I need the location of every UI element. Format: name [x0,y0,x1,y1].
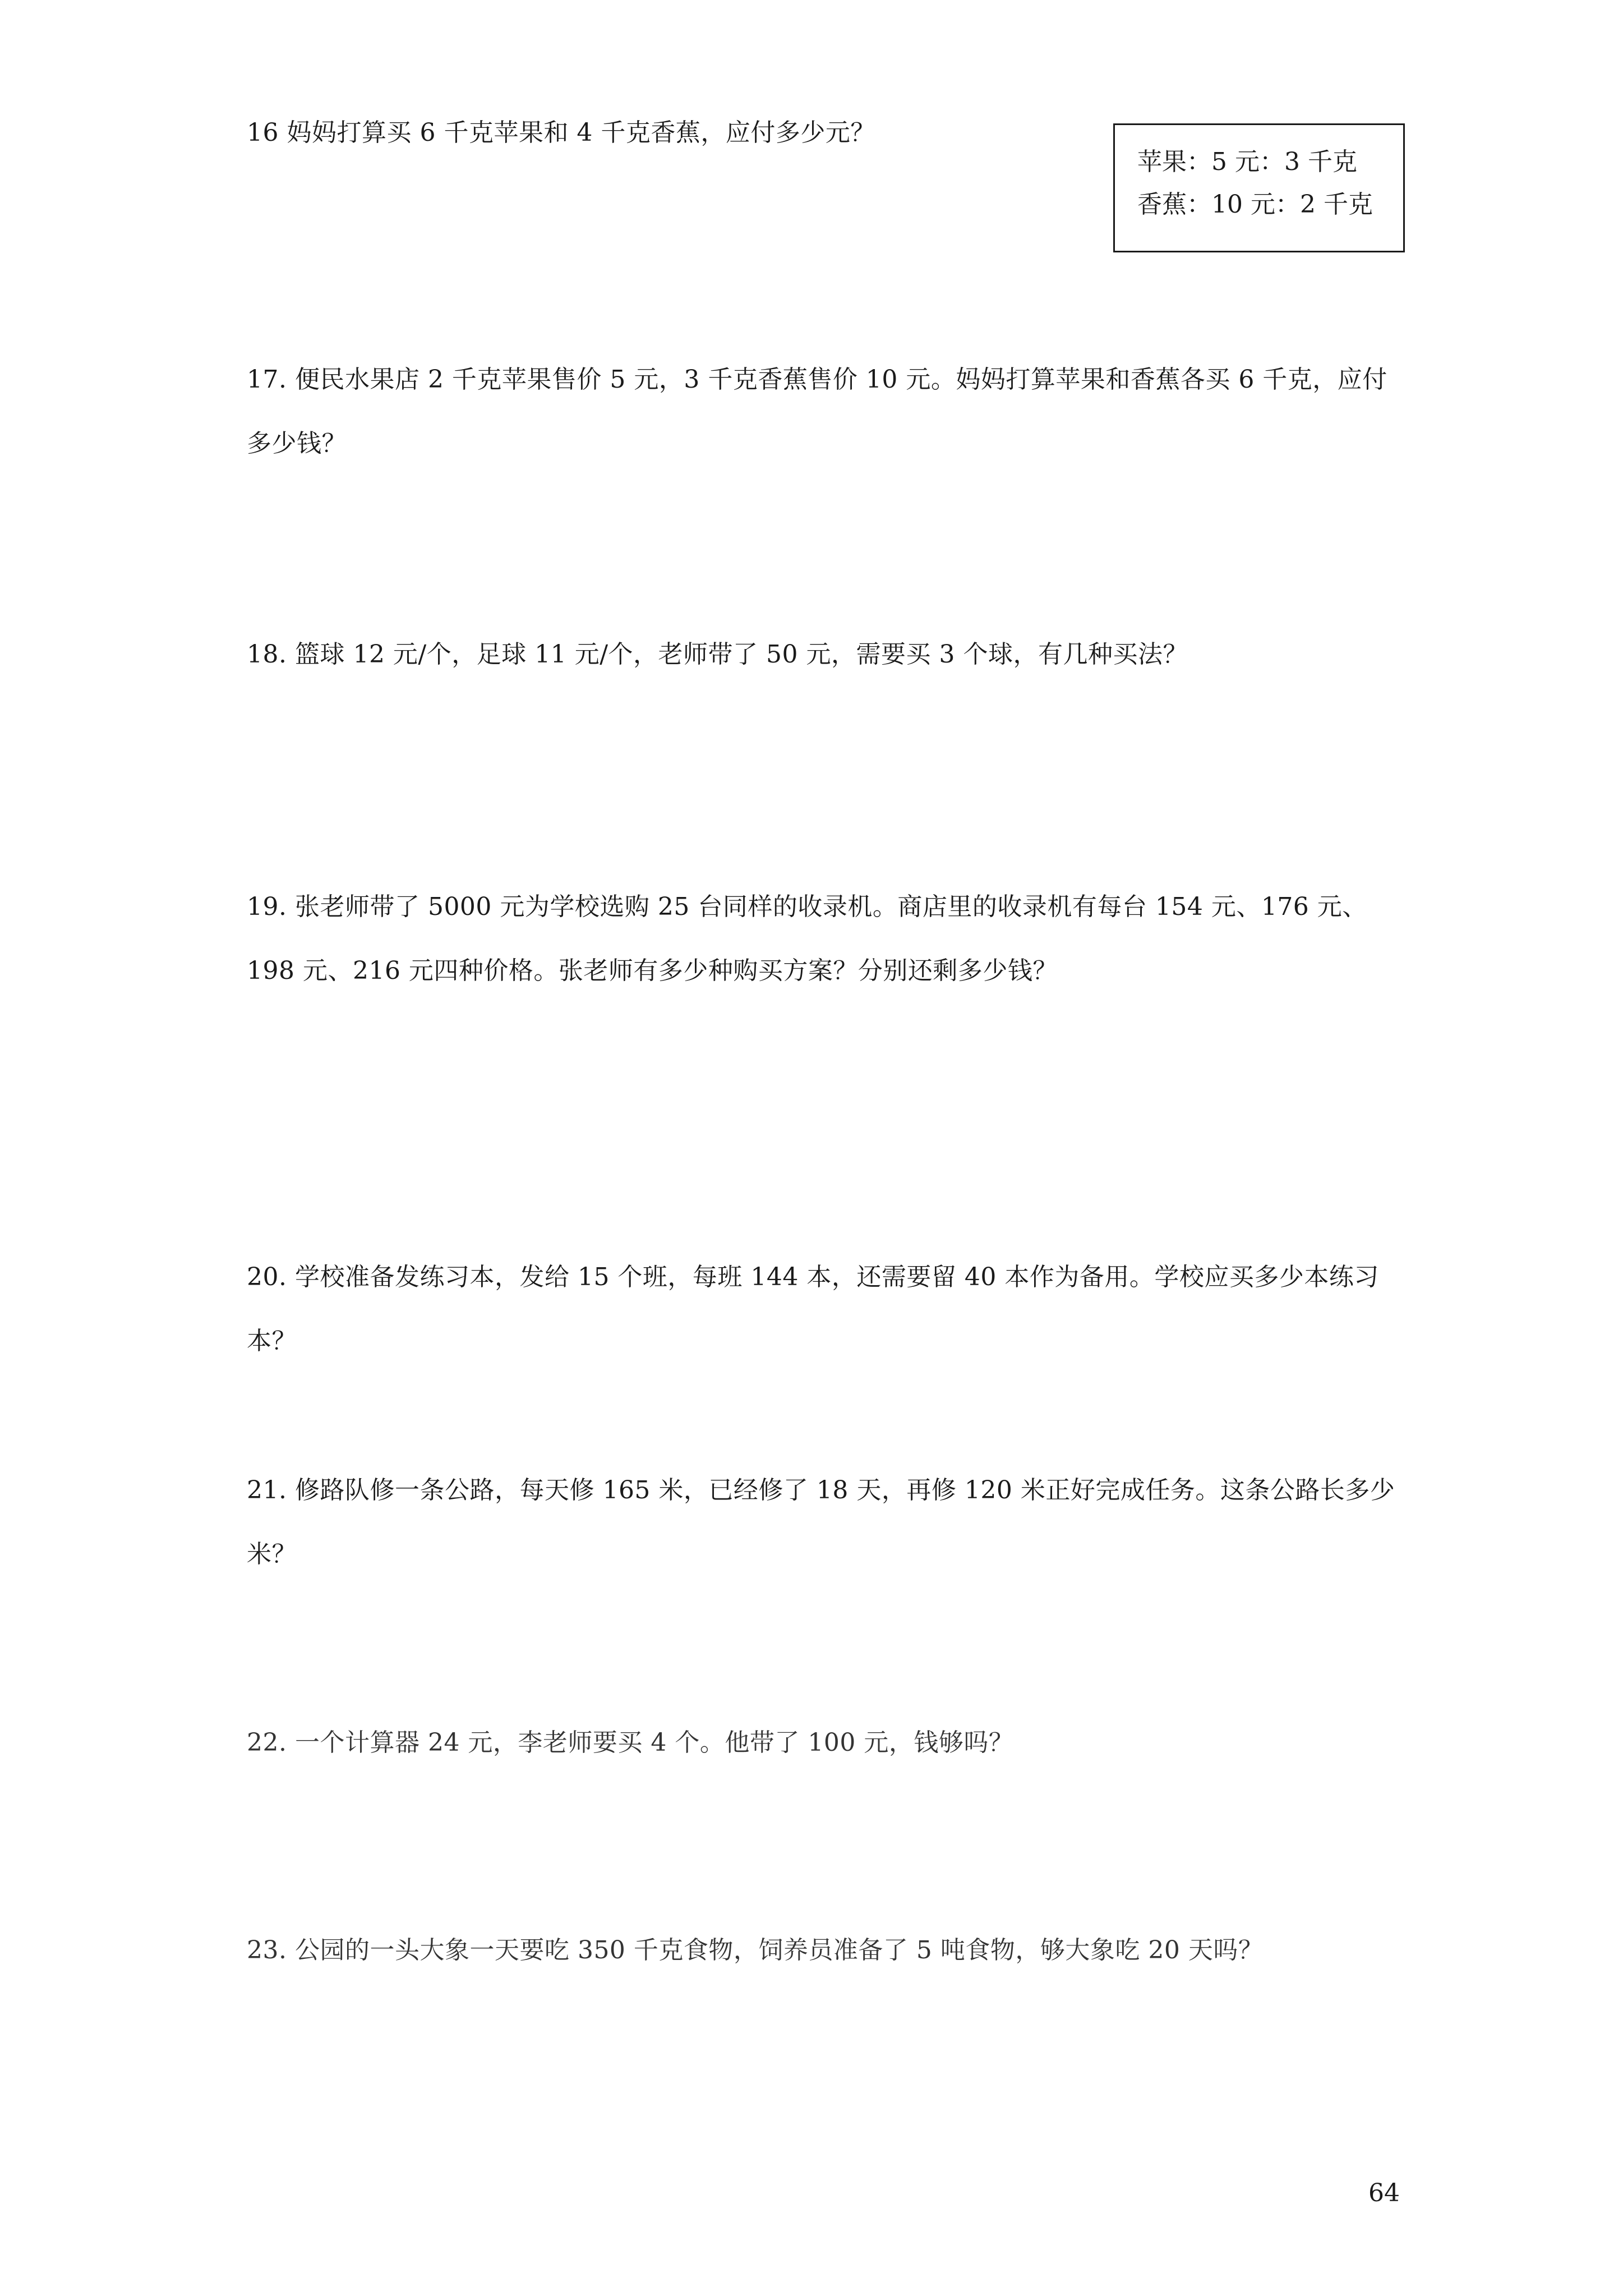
question-17: 17. 便民水果店 2 千克苹果售价 5 元，3 千克香蕉售价 10 元。妈妈打算苹果和香蕉各买 6 千克，应付多少钱？ [247,365,1387,458]
question-19: 19. 张老师带了 5000 元为学校选购 25 台同样的收录机。商店里的收录机有每台 154 元、176 元、198 元、216 元四种价格。张老师有多少种购买方案？分别还剩多少钱？ [247,892,1367,985]
question-20: 20. 学校准备发练习本，发给 15 个班，每班 144 本，还需要留 40 本作为备用。学校应买多少本练习本？ [247,1263,1379,1355]
question-21: 21. 修路队修一条公路，每天修 165 米，已经修了 18 天，再修 120 米正好完成任务。这条公路长多少米？ [247,1476,1395,1568]
question-22: 22. 一个计算器 24 元，李老师要买 4 个。他带了 100 元，钱够吗？ [247,1728,1014,1757]
page-number: 64 [1368,2179,1400,2207]
banana-price: 香蕉：10 元：2 千克 [1137,190,1373,219]
apple-price: 苹果：5 元：3 千克 [1137,148,1357,176]
price-info-box [1113,123,1405,252]
question-18: 18. 篮球 12 元/个，足球 11 元/个，老师带了 50 元，需要买 3 个球，有几种买法？ [247,640,1188,669]
question-16: 16 妈妈打算买 6 千克苹果和 4 千克香蕉，应付多少元？ [247,118,875,147]
question-23: 23. 公园的一头大象一天要吃 350 千克食物，饲养员准备了 5 吨食物，够大象吃 20 天吗？ [247,1936,1264,1964]
